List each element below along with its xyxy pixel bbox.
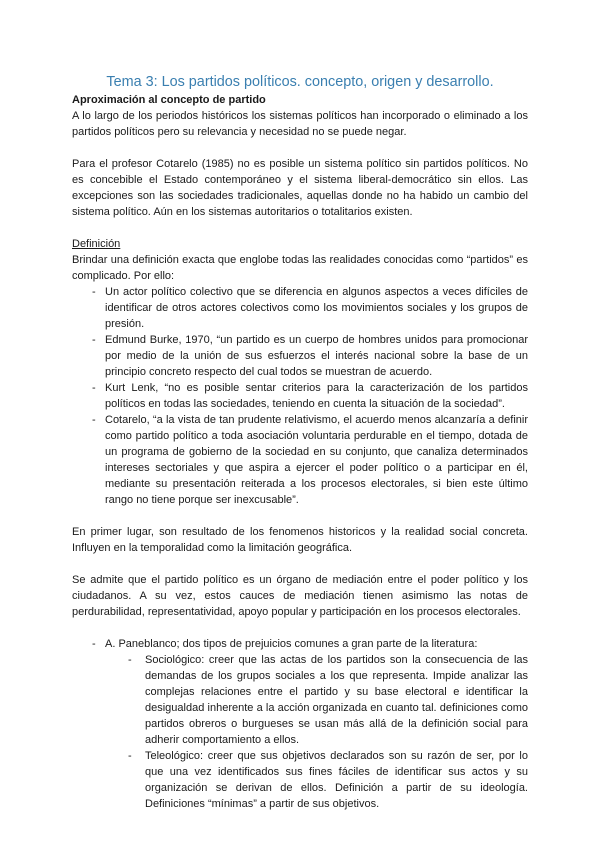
list-item-text: Un actor político colectivo que se diferencia en algunos aspectos a veces difíciles de identificar de otros actores colectivos como los movimientos sociales y los grupos de presión. — [105, 286, 528, 330]
list-item-text: Sociológico: creer que las actas de los partidos son la consecuencia de las demandas de los grupos sociales a los que representa. Impide analizar las complejas relaciones entre el partido y su base electoral e identificar la desigualdad inherente a la acción organizada en cuanto tal. definiciones como partidos obreros o burgueses se usan más allá de la definición social para adherir comportamiento a ellos. — [145, 654, 528, 746]
dash-marker: - — [92, 638, 96, 650]
list-item — [72, 284, 528, 332]
paragraph-intro: A lo largo de los periodos históricos los sistemas políticos han incorporado o eliminado a los partidos políticos pero su relevancia y necesidad no se puede negar. — [72, 110, 528, 138]
spacer — [72, 620, 528, 636]
list-item — [72, 380, 528, 412]
dash-marker: - — [92, 286, 96, 298]
definition-list — [72, 284, 528, 508]
spacer — [72, 556, 528, 572]
page-title: Tema 3: Los partidos políticos. concepto, origen y desarrollo. — [106, 74, 494, 90]
paragraph-definicion-intro: Brindar una definición exacta que englobe todas las realidades conocidas como “partidos” es complicado. Por ello: — [72, 254, 528, 282]
list-item-text: Edmund Burke, 1970, “un partido es un cuerpo de hombres unidos para promocionar por medio de la unión de sus esfuerzos el interés nacional sobre la base de un principio concreto respecto del cual todos se muestran de acuerdo. — [105, 334, 528, 378]
dash-marker: - — [128, 654, 132, 666]
prejudice-list — [72, 652, 528, 812]
section-heading-concepto: Aproximación al concepto de partido — [72, 94, 266, 106]
panebianco-lead: A. Paneblanco; dos tipos de prejuicios comunes a gran parte de la literatura: — [105, 638, 478, 650]
dash-marker: - — [92, 414, 96, 426]
list-item-text: Teleológico: creer que sus objetivos declarados son su razón de ser, por lo que una vez identificados sus fines fáciles de identificar sus actos y su organización se derivan de ellos. Definición a partir de su ideología. Definiciones “mínimas” a partir de sus objetivos. — [145, 750, 528, 810]
dash-marker: - — [92, 382, 96, 394]
list-item-text: Kurt Lenk, “no es posible sentar criterios para la caracterización de los partidos políticos en todas las sociedades, teniendo en cuenta la situación de la sociedad”. — [105, 382, 528, 410]
paragraph-mediacion: Se admite que el partido político es un órgano de mediación entre el poder político y los ciudadanos. A su vez, estos cauces de mediación tienen asimismo las notas de perdurabilidad, representatividad, apoyo popular y participación en los procesos electorales. — [72, 574, 528, 618]
paragraph-origen: En primer lugar, son resultado de los fenomenos historicos y la realidad social concreta. Influyen en la temporalidad como la limitación geográfica. — [72, 526, 528, 554]
dash-marker: - — [92, 334, 96, 346]
list-item — [72, 748, 528, 812]
list-item — [72, 332, 528, 380]
spacer — [72, 220, 528, 236]
paragraph-cotarelo: Para el profesor Cotarelo (1985) no es posible un sistema político sin partidos políticos. No es concebible el Estado contemporáneo y el sistema liberal-democrático sin ellos. Las excepciones son las sociedades tradicionales, aquellas donde no ha habido un cambio del sistema político. Aún en los sistemas autoritarios o totalitarios existen. — [72, 158, 528, 218]
list-item-text: Cotarelo, “a la vista de tan prudente relativismo, el acuerdo menos alcanzaría a definir como partido político a toda asociación voluntaria perdurable en el tiempo, dotada de un programa de gobierno de la sociedad en su conjunto, que canaliza determinados intereses sectoriales y que aspira a ejercer el poder político o a participar en él, mediante su presentación reiterada a los procesos electorales, si bien este último rango no tiene porque ser inexcusable”. — [105, 414, 528, 506]
section-heading-definicion: Definición — [72, 238, 121, 250]
panebianco-item — [72, 636, 528, 652]
document-body — [72, 73, 528, 812]
list-item — [72, 652, 528, 748]
list-item — [72, 412, 528, 508]
dash-marker: - — [128, 750, 132, 762]
spacer — [72, 140, 528, 156]
spacer — [72, 508, 528, 524]
